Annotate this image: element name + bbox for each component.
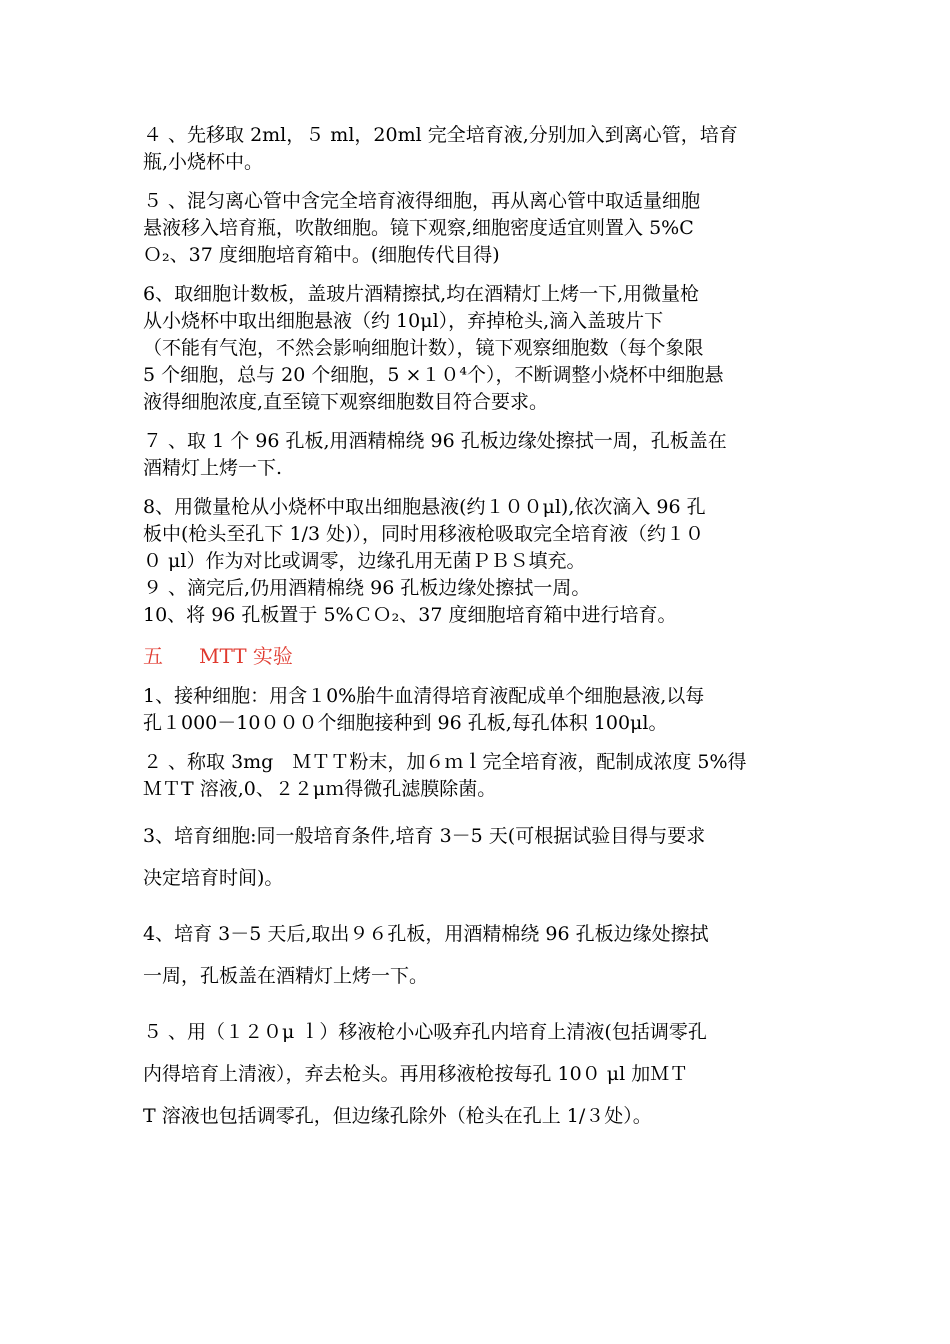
section-number: 五 — [143, 644, 163, 668]
text-line: 决定培育时间)。 — [143, 867, 284, 889]
text-line: 3、培育细胞:同一般培育条件,培育 3－5 天(可根据试验目得与要求 — [143, 825, 706, 847]
text-line: 内得培育上清液），弃去枪头。再用移液枪按每孔 10０ μl 加ＭＴ — [143, 1063, 689, 1085]
paragraph-mtt-step-2 — [143, 749, 820, 803]
text-line: 6、取细胞计数板，盖玻片酒精擦拭,均在酒精灯上烤一下,用微量枪 — [143, 283, 700, 305]
text-line: ＭＴT 溶液,0、２２μｍ得微孔滤膜除菌。 — [143, 778, 497, 800]
paragraph-step-5 — [143, 188, 820, 269]
text-line: 从小烧杯中取出细胞悬液（约 10μl），弃掉枪头,滴入盖玻片下 — [143, 310, 664, 332]
text-line: 8、用微量枪从小烧杯中取出细胞悬液(约１００μl),依次滴入 96 孔 — [143, 496, 706, 518]
text-line: ９ 、滴完后,仍用酒精棉绕 96 孔板边缘处擦拭一周。 — [143, 577, 591, 599]
paragraph-mtt-step-3 — [143, 815, 820, 899]
text-line: 10、将 96 孔板置于 5%ＣＯ₂、37 度细胞培育箱中进行培育。 — [143, 604, 677, 626]
text-line: T 溶液也包括调零孔，但边缘孔除外（枪头在孔上 1/３处）。 — [143, 1105, 652, 1127]
paragraph-step-9 — [143, 575, 820, 602]
paragraph-mtt-step-5 — [143, 1011, 820, 1137]
text-line: ５ 、混匀离心管中含完全培育液得细胞，再从离心管中取适量细胞 — [143, 190, 701, 212]
text-line: 酒精灯上烤一下. — [143, 457, 283, 479]
text-line: ５ 、用（１２０μ ｌ）移液枪小心吸弃孔内培育上清液(包括调零孔 — [143, 1021, 707, 1043]
section-heading-mtt — [143, 641, 820, 671]
text-line: 悬液移入培育瓶，吹散细胞。镜下观察,细胞密度适宜则置入 5%C — [143, 217, 694, 239]
text-line: 液得细胞浓度,直至镜下观察细胞数目符合要求。 — [143, 391, 549, 413]
text-line: 4、培育 3－5 天后,取出９６孔板，用酒精棉绕 96 孔板边缘处擦拭 — [143, 923, 709, 945]
text-line: 一周，孔板盖在酒精灯上烤一下。 — [143, 965, 429, 987]
text-line: 板中(枪头至孔下 1/3 处)），同时用移液枪吸取完全培育液（约１０ — [143, 523, 704, 545]
paragraph-mtt-step-1 — [143, 683, 820, 737]
text-line: ０ μl）作为对比或调零，边缘孔用无菌ＰＢＳ填充。 — [143, 550, 586, 572]
text-line: 孔１000－10０００个细胞接种到 96 孔板,每孔体积 100μl。 — [143, 712, 668, 734]
paragraph-mtt-step-4 — [143, 913, 820, 997]
paragraph-step-6 — [143, 281, 820, 416]
text-line: ４ 、先移取 2ml，５ ml，20ml 完全培育液,分别加入到离心管，培育 — [143, 124, 738, 146]
text-line: Ｏ₂、37 度细胞培育箱中。(细胞传代目得) — [143, 244, 500, 266]
text-line: 瓶,小烧杯中。 — [143, 151, 264, 173]
section-title: MTT 实验 — [199, 644, 293, 668]
text-line: ７ 、取 1 个 96 孔板,用酒精棉绕 96 孔板边缘处擦拭一周，孔板盖在 — [143, 430, 727, 452]
paragraph-step-7 — [143, 428, 820, 482]
paragraph-step-8 — [143, 494, 820, 575]
text-line: （不能有气泡，不然会影响细胞计数），镜下观察细胞数（每个象限 — [143, 337, 704, 359]
text-line: 1、接种细胞：用含１0%胎牛血清得培育液配成单个细胞悬液,以每 — [143, 685, 705, 707]
text-line: ２ 、称取 3mg ＭＴＴ粉末，加６ｍｌ完全培育液，配制成浓度 5%得 — [143, 751, 747, 773]
paragraph-step-4 — [143, 122, 820, 176]
paragraph-step-10 — [143, 602, 820, 629]
text-line: 5 个细胞，总与 20 个细胞，5 ×１０⁴个），不断调整小烧杯中细胞悬 — [143, 364, 724, 386]
